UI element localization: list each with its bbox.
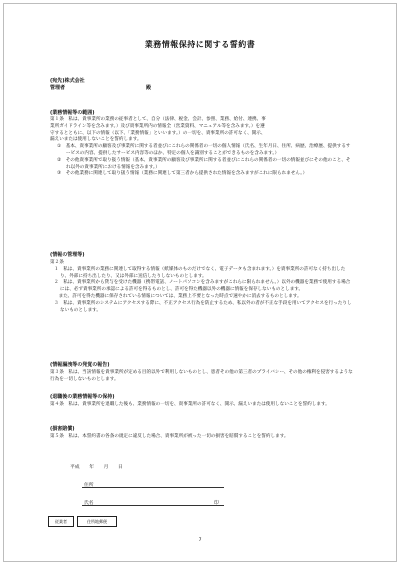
section-2-heading: (情報の管理等): [50, 252, 85, 258]
seal-label: 印: [214, 501, 219, 506]
recipient-name: 管理者: [50, 85, 66, 91]
section-2-item: ３ 私は、貴事業所のシステムにアクセスする際に、不正アクセス行為を防止するため、私以外の者が不正な手段を用いてアクセスを行ったりしないものとします。: [54, 300, 352, 313]
date-line: 平成 年 月 日: [70, 465, 123, 470]
name-line: [82, 505, 224, 506]
address-line: [82, 487, 224, 488]
section-2-body: [50, 260, 354, 314]
recipient-honorific: 殿: [146, 85, 152, 91]
name-label: 氏名: [84, 501, 94, 506]
section-3-line: 第３条 私は、当該情報を貴事業所が定める目的以外で利用しないものとし、患者その他の第三者のプライバシー、その他の権利を侵害するような行為を一切しないものとします。: [50, 370, 353, 382]
page-number: 7: [198, 538, 202, 543]
section-1-item: ③ その他業務に関連して取り扱う情報（業務に関連して第三者から提供された情報を含みますがこれに限られません。）: [57, 171, 308, 177]
section-1-item: ② その他貴事業所で取り扱う情報（基本、貴事業所の顧客及び事業所に関する者並びにこれらの関係者の一切の情報並びにその他のこと、それ以外の貴事業所における情報を含みます。）: [57, 157, 351, 170]
document-page: [3, 3, 397, 562]
section-1-line: 漏えいまたは使用しないことを誓約します。: [50, 137, 142, 143]
section-4-body: [50, 402, 354, 409]
section-1-body: [50, 117, 354, 178]
section-1-line: 第１条 私は、貴事業所の業務の従事者として、自分（法律、税金、会計、参照、業務、給付、連携、事: [50, 117, 266, 122]
section-4-line: 第４条 私は、貴事業所を退職した後も、業務情報の一切を、貴事業所の許可なく、開示、漏えいまたは使用しないことを誓約します。: [50, 402, 330, 407]
section-1-heading: (業務情報等の範囲): [50, 110, 95, 116]
section-2-line: 第２条: [50, 260, 64, 265]
recipient-label: (宛先)株式会社: [50, 78, 85, 84]
section-3-heading: (情報漏洩等の発覚の報告): [50, 362, 110, 368]
section-5-line: 第５条 私は、本誓約書の各条の規定に違反した場合、貴事業所が被った一切の損害を賠償することを誓約します。: [50, 434, 289, 439]
section-4-heading: (退職後の業務情報等の保持): [50, 394, 115, 400]
section-1-line: 業所ガイドライン等を含みます。）及び貴事業所内の情報全（営業資料、マニュアル等を含みます。）を遵: [50, 123, 265, 129]
document-title: 業務情報保持に関する誓約書: [144, 40, 256, 49]
address-label: 住所: [84, 483, 94, 488]
employee-box: 従業者: [48, 516, 74, 527]
section-2-item: また、許可を得た機器に保存されている情報については、業務上不要となった時点で速やかに消去するものとします。: [54, 293, 302, 299]
postal-box: 住所地郵便: [77, 516, 117, 527]
section-5-heading: (損害賠償): [50, 426, 75, 432]
section-5-body: [50, 434, 354, 441]
section-2-item: ２ 私は、貴事業所から貸与を受けた機器（携帯電話、ノートパソコンを含みますがこれらに限られません。）以外の機器を業務で使用する場合には、必ず貴事業所の承認による許可を得るものとし、許可を得た機器以外の機器に情報を保存しないものとします。: [54, 280, 351, 293]
section-1-item: ① 基本、貴事業所の顧客及び事業所に関する者並びにこれらの関係者の一切の個人情報（氏名、生年月日、住所、病歴、治療歴、提供するサービスの内容、提供したサービス内容等のほか、特定の個人を識別することができるものを含みます。）: [57, 144, 351, 156]
section-3-body: [50, 370, 354, 384]
section-1-line: 守するとともに、以下の情報（以下、「業務情報」といいます。）の一切を、貴事業所の許可なく、開示、: [50, 130, 266, 136]
section-2-item: １ 私は、貴事業所の業務に関連して取得する情報（紙媒体のものだけでなく、電子データも含まれます。）を貴事業所の許可なく持ち出したり、外部に持ち出したり、又は外部に送信したりしないものとします。: [54, 266, 346, 279]
